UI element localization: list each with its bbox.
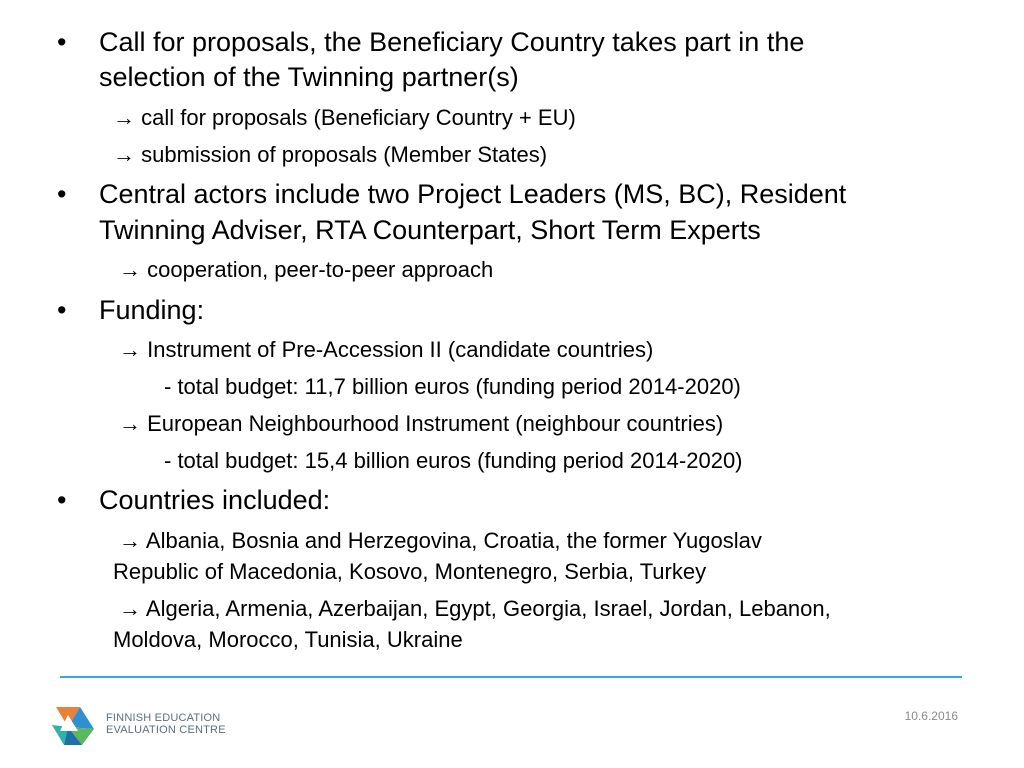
logo-text [106,712,226,736]
bullet-2-line-2: Twinning Adviser, RTA Counterpart, Short Term Experts [99,215,761,245]
logo-line-2: EVALUATION CENTRE [106,724,226,736]
bullet-3-sub-3: → European Neighbourhood Instrument (neighbour countries) [119,411,724,436]
feec-logo-icon [50,701,100,747]
bullet-4-sub-4: Moldova, Morocco, Tunisia, Ukraine [113,627,463,652]
bullet-2-line-1: Central actors include two Project Leaders (MS, BC), Resident [99,179,847,209]
bullet-1-sub-2: → submission of proposals (Member States) [113,142,548,167]
bullet-4-line-1: Countries included: [99,485,331,515]
bullet-1-line-1: Call for proposals, the Beneficiary Country takes part in the [99,27,805,57]
footer-divider [60,676,962,678]
bullet-3-sub-2: - total budget: 11,7 billion euros (funding period 2014-2020) [164,374,741,399]
slide-date: 10.6.2016 [904,709,958,723]
bullet-1-sub-1: → call for proposals (Beneficiary Country + EU) [113,105,576,130]
bullet-marker: • [57,485,67,515]
logo-line-1: FINNISH EDUCATION [106,712,221,724]
bullet-3-sub-4: - total budget: 15,4 billion euros (funding period 2014-2020) [164,448,743,473]
bullet-4-sub-1: → Albania, Bosnia and Herzegovina, Croatia, the former Yugoslav [119,528,762,553]
bullet-marker: • [57,295,67,325]
bullet-3-line-1: Funding: [99,295,205,325]
bullet-marker: • [57,179,67,209]
bullet-marker: • [57,27,67,57]
bullet-2-sub-1: → cooperation, peer-to-peer approach [119,257,494,282]
bullet-4-sub-3: → Algeria, Armenia, Azerbaijan, Egypt, Georgia, Israel, Jordan, Lebanon, [119,596,831,621]
bullet-3-sub-1: → Instrument of Pre-Accession II (candidate countries) [119,337,654,362]
bullet-4-sub-2: Republic of Macedonia, Kosovo, Montenegro, Serbia, Turkey [113,559,707,584]
bullet-1-line-2: selection of the Twinning partner(s) [99,62,519,92]
